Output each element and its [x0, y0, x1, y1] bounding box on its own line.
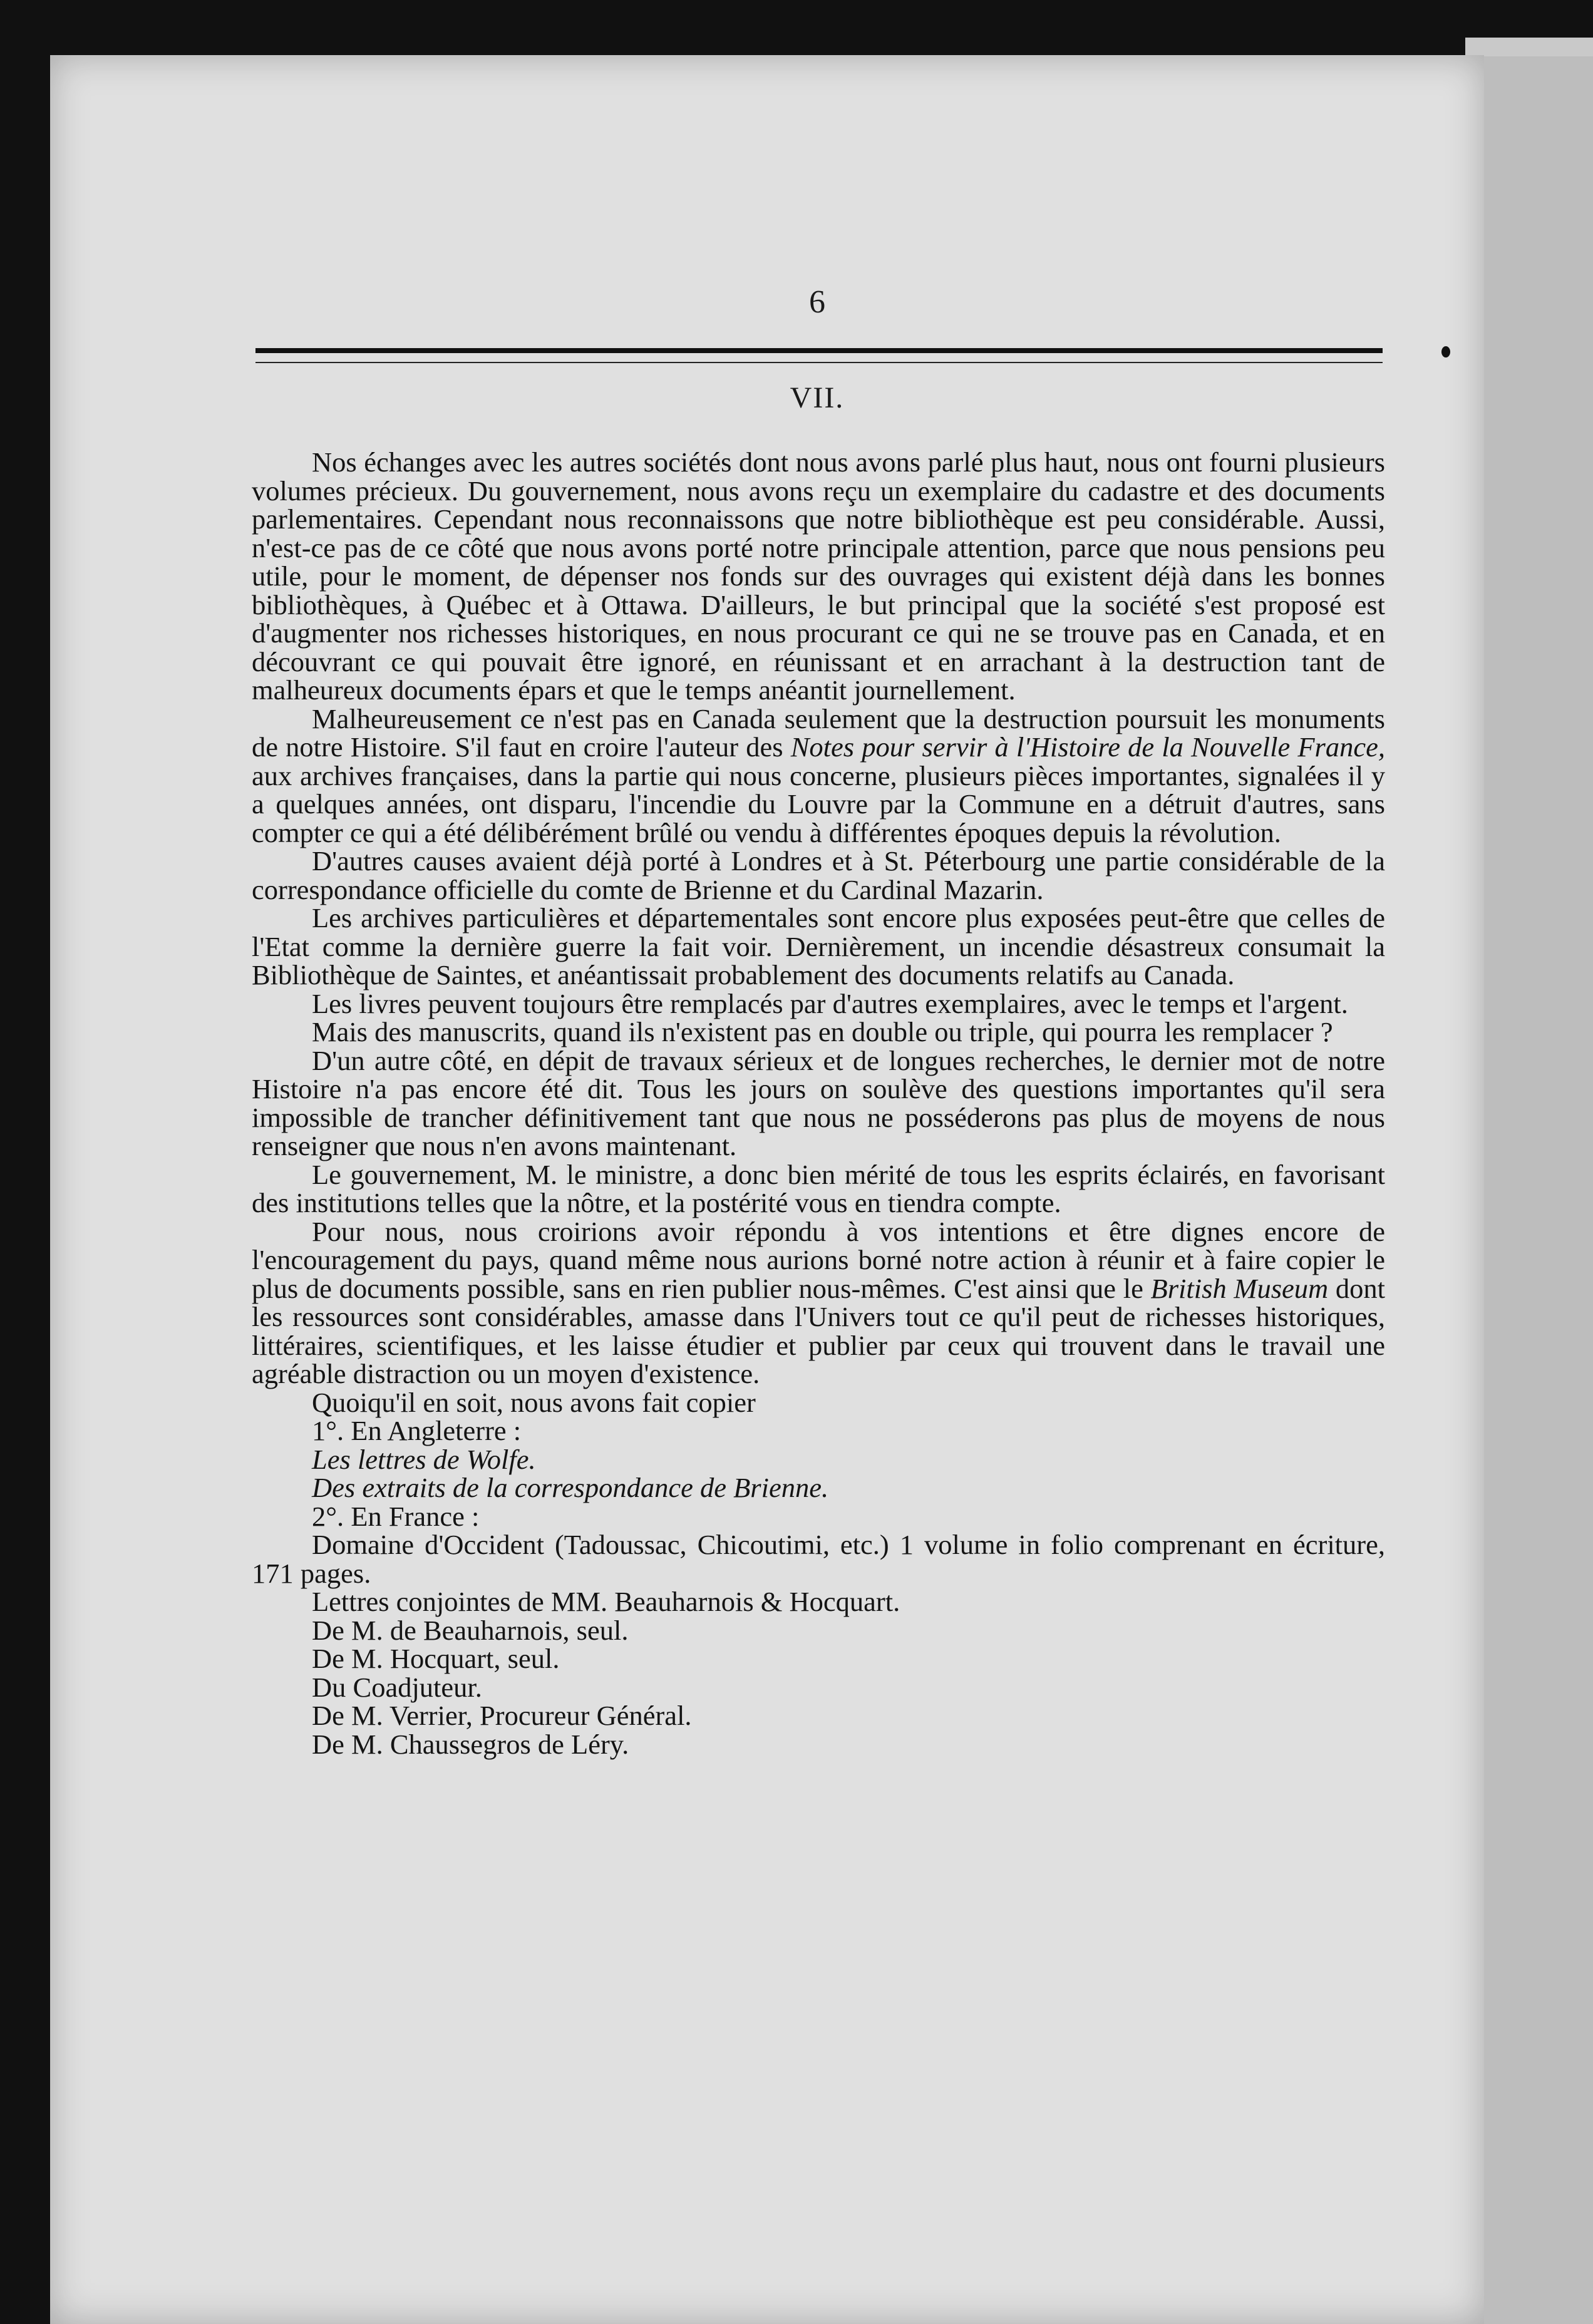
list-item [252, 1443, 1385, 1475]
list-item [252, 1474, 1385, 1503]
paragraph: D'un autre côté, en dépit de travaux sérieux et de longues recherches, le dernier mot de notre Histoire n'a pas encore été dit. Tous les jours on soulève des questions importantes qu'il sera impossible de trancher définitivement tant que nous ne posséderons pas plus de moyens de nous renseigner que nous n'en avons maintenant. [252, 1044, 1385, 1161]
section-heading: VII. [790, 381, 845, 414]
paragraph-text: aux archives françaises, dans la partie qui nous concerne, plusieurs pièces importantes, signalées il y a quelques années, ont disparu, l'incendie du Louvre par la Commune en a détruit d'autres, sans compter ce qui a été délibérément brûlé ou vendu à différentes époques depuis la révolution. [252, 759, 1385, 848]
list-item: De M. Hocquart, seul. [312, 1643, 560, 1674]
adjacent-page-edge [1478, 56, 1593, 2324]
paragraph: Le gouvernement, M. le ministre, a donc bien mérité de tous les esprits éclairés, en favorisant des institutions telles que la nôtre, et la postérité vous en tiendra compte. [252, 1158, 1385, 1218]
paragraph: Les livres peuvent toujours être remplacés par d'autres exemplaires, avec le temps et l'argent. [312, 987, 1348, 1019]
document-page [50, 55, 1484, 2324]
list-item: Lettres conjointes de MM. Beauharnois & Hocquart. [312, 1586, 900, 1617]
list-item-text: Les lettres de Wolfe. [312, 1443, 536, 1475]
list-item: De M. de Beauharnois, seul. [312, 1614, 629, 1646]
paragraph [252, 702, 1385, 848]
margin-mark [1441, 346, 1450, 357]
paragraph: D'autres causes avaient déjà porté à Londres et à St. Péterbourg une partie considérable de la correspondance officielle du comte de Brienne et du Cardinal Mazarin. [252, 845, 1385, 905]
body-text [252, 448, 1385, 1759]
paragraph [252, 1215, 1385, 1389]
list-item: De M. Verrier, Procureur Général. [312, 1700, 692, 1731]
page-number: 6 [809, 284, 825, 320]
list-item: Du Coadjuteur. [312, 1671, 482, 1703]
list-heading-england: 1°. En Angleterre : [312, 1415, 522, 1446]
paragraph: Les archives particulières et départementales sont encore plus exposées peut-être que celles de l'Etat comme la dernière guerre la fait voir. Dernièrement, un incendie désastreux consumait la Bibliothèque de Saintes, et anéantissait probablement des documents relatifs au Canada. [252, 902, 1385, 990]
list-intro: Quoiqu'il en soit, nous avons fait copier [312, 1386, 756, 1418]
book-title: Notes pour servir à l'Histoire de la Nouvelle France, [790, 731, 1385, 763]
paragraph: Nos échanges avec les autres sociétés dont nous avons parlé plus haut, nous ont fourni plusieurs volumes précieux. Du gouvernement, nous avons reçu un exemplaire du cadastre et des documents parlementaires. Cependant nous reconnaissons que notre bibliothèque est peu considérable. Aussi, n'est-ce pas de ce côté que nous avons porté notre principale attention, parce que nous pensions peu utile, pour le moment, de dépenser nos fonds sur des ouvrages qui existent déjà dans les bonnes bibliothèques, à Québec et à Ottawa. D'ailleurs, le but principal que la société s'est proposé est d'augmenter nos richesses historiques, en nous procurant ce qui ne se trouve pas en Canada, et en découvrant ce qui pouvait être ignoré, en réunissant et en arrachant à la destruction tant de malheureux documents épars et que le temps anéantit journellement. [252, 446, 1385, 706]
list-item: Domaine d'Occident (Tadoussac, Chicoutimi, etc.) 1 volume in folio comprenant en écriture, 171 pages. [252, 1529, 1385, 1589]
institution-name: British Museum [1150, 1272, 1329, 1304]
list-heading-france: 2°. En France : [312, 1500, 480, 1532]
paragraph-text: dont les ressources sont considérables, amasse dans l'Univers tout ce qu'il peut de richesses historiques, littéraires, scientifiques, et les laisse étudier et publier par ceux qui trouvent dans le travail une agréable distraction ou un moyen d'existence. [252, 1272, 1385, 1389]
paragraph-text: Pour nous, nous croirions avoir répondu à vos intentions et être dignes encore de l'encouragement du pays, quand même nous aurions borné notre action à réunir et à faire copier le plus de documents possible, sans en rien publier nous-mêmes. C'est ainsi que le [252, 1215, 1385, 1304]
paragraph-text: Malheureusement ce n'est pas en Canada seulement que la destruction poursuit les monuments de notre Histoire. S'il faut en croire l'auteur des [252, 702, 1385, 763]
list-item-text: Des extraits de la correspondance de Brienne. [312, 1472, 829, 1503]
list-item: De M. Chaussegros de Léry. [312, 1728, 629, 1760]
header-rule [255, 348, 1383, 363]
paragraph: Mais des manuscrits, quand ils n'existent pas en double ou triple, qui pourra les remplacer ? [312, 1016, 1333, 1047]
